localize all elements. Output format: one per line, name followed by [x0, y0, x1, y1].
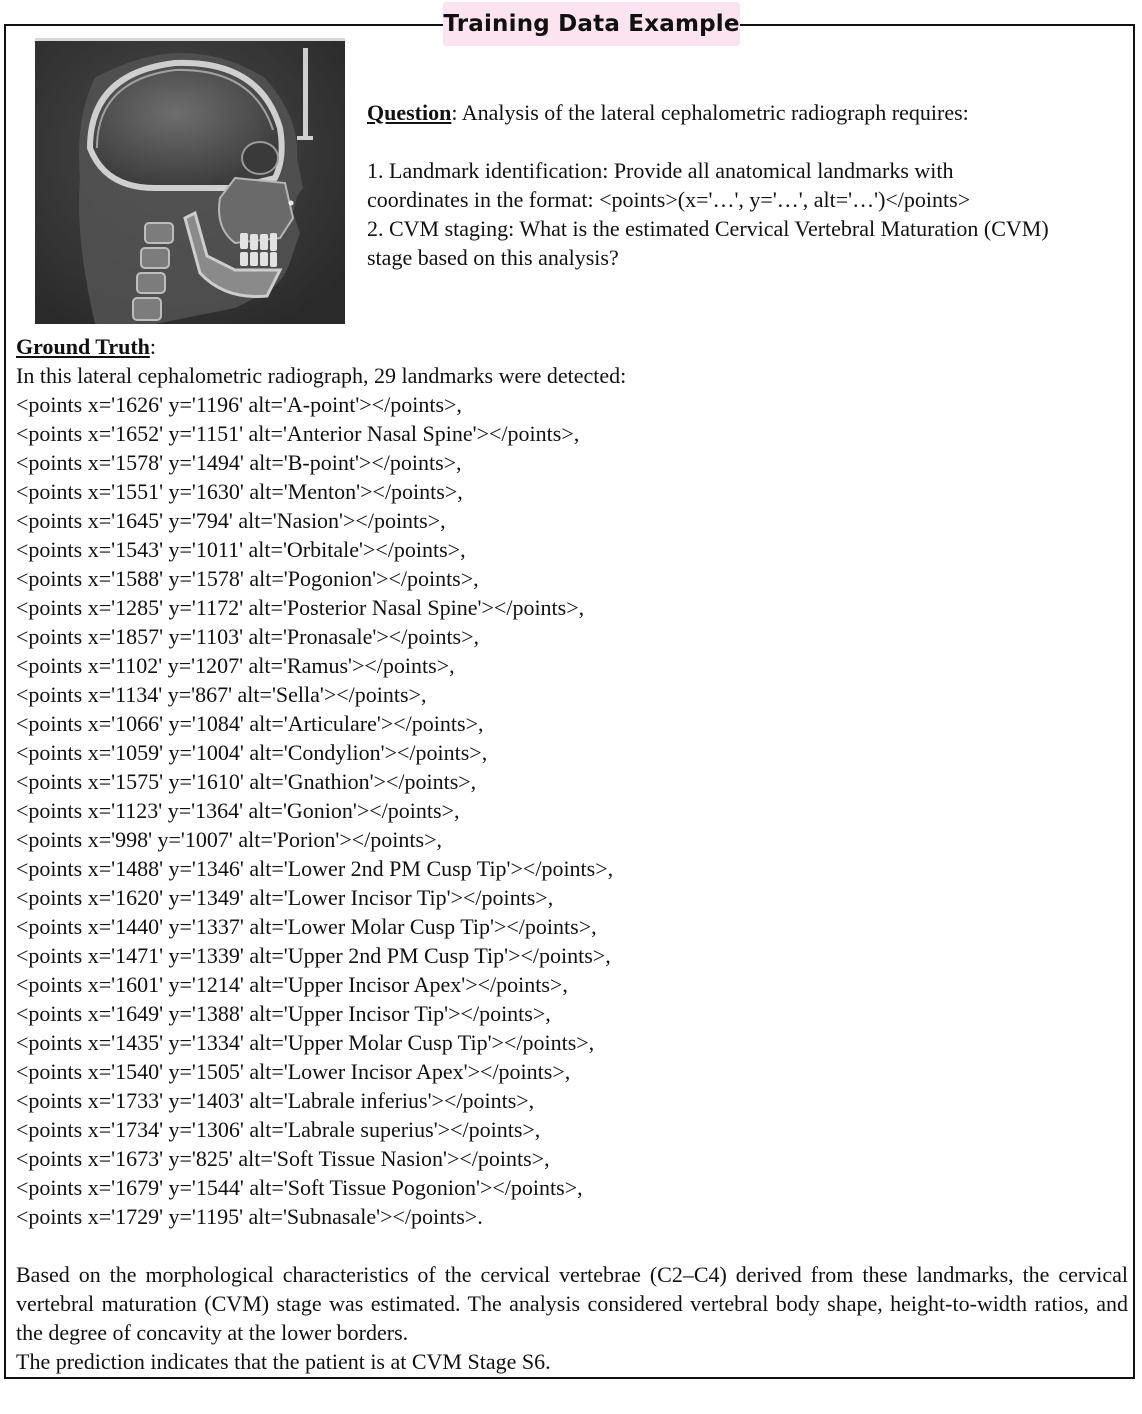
landmark-line: <points x='1620' y='1349' alt='Lower Incisor Tip'></points>, — [16, 885, 554, 910]
landmark-line: <points x='1488' y='1346' alt='Lower 2nd PM Cusp Tip'></points>, — [16, 856, 614, 881]
landmark-line: <points x='1551' y='1630' alt='Menton'></points>, — [16, 479, 463, 504]
landmark-line: <points x='1645' y='794' alt='Nasion'></points>, — [16, 508, 446, 533]
ground-truth-summary: Based on the morphological characteristics of the cervical vertebrae (C2–C4) derived from these landmarks, the cervical vertebral maturation (CVM) stage was estimated. The analysis considered vertebral body shape, height-to-width ratios, and the degree of concavity at the lower borders. — [16, 1262, 1128, 1345]
question-item-1-line-2: coordinates in the format: <points>(x='…', y='…', alt='…')</points> — [367, 187, 971, 212]
landmark-line: <points x='1734' y='1306' alt='Labrale superius'></points>, — [16, 1117, 541, 1142]
ground-truth-prediction: The prediction indicates that the patient is at CVM Stage S6. — [16, 1349, 551, 1374]
landmark-line: <points x='1575' y='1610' alt='Gnathion'></points>, — [16, 769, 477, 794]
landmark-line: <points x='1578' y='1494' alt='B-point'></points>, — [16, 450, 462, 475]
question-block — [367, 98, 1127, 272]
landmark-line: <points x='1626' y='1196' alt='A-point'></points>, — [16, 392, 462, 417]
landmark-line: <points x='1285' y='1172' alt='Posterior Nasal Spine'></points>, — [16, 595, 585, 620]
landmark-line: <points x='998' y='1007' alt='Porion'></points>, — [16, 827, 442, 852]
landmark-line: <points x='1652' y='1151' alt='Anterior Nasal Spine'></points>, — [16, 421, 580, 446]
landmark-line: <points x='1134' y='867' alt='Sella'></points>, — [16, 682, 427, 707]
landmark-list — [16, 390, 1128, 1231]
landmark-line: <points x='1673' y='825' alt='Soft Tissue Nasion'></points>, — [16, 1146, 550, 1171]
page-title: Training Data Example — [443, 2, 740, 46]
ground-truth-colon: : — [149, 334, 157, 359]
landmark-line: <points x='1857' y='1103' alt='Pronasale'></points>, — [16, 624, 480, 649]
landmark-line: <points x='1588' y='1578' alt='Pogonion'></points>, — [16, 566, 479, 591]
landmark-line: <points x='1543' y='1011' alt='Orbitale'></points>, — [16, 537, 466, 562]
question-intro: : Analysis of the lateral cephalometric radiograph requires: — [451, 100, 969, 125]
ground-truth-intro: In this lateral cephalometric radiograph, 29 landmarks were detected: — [16, 363, 627, 388]
question-item-2-line-2: stage based on this analysis? — [367, 245, 619, 270]
landmark-line: <points x='1729' y='1195' alt='Subnasale'></points>. — [16, 1204, 483, 1229]
landmark-line: <points x='1435' y='1334' alt='Upper Molar Cusp Tip'></points>, — [16, 1030, 595, 1055]
ground-truth-label: Ground Truth — [16, 334, 150, 359]
landmark-line: <points x='1059' y='1004' alt='Condylion'></points>, — [16, 740, 488, 765]
cephalometric-radiograph — [35, 38, 345, 324]
question-label: Question — [367, 100, 452, 125]
landmark-line: <points x='1601' y='1214' alt='Upper Incisor Apex'></points>, — [16, 972, 568, 997]
ground-truth-block — [16, 332, 1128, 1376]
landmark-line: <points x='1440' y='1337' alt='Lower Molar Cusp Tip'></points>, — [16, 914, 597, 939]
landmark-line: <points x='1471' y='1339' alt='Upper 2nd PM Cusp Tip'></points>, — [16, 943, 611, 968]
question-item-1-line-1: 1. Landmark identification: Provide all anatomical landmarks with — [367, 158, 954, 183]
landmark-line: <points x='1733' y='1403' alt='Labrale inferius'></points>, — [16, 1088, 535, 1113]
landmark-line: <points x='1679' y='1544' alt='Soft Tissue Pogonion'></points>, — [16, 1175, 583, 1200]
landmark-line: <points x='1066' y='1084' alt='Articulare'></points>, — [16, 711, 484, 736]
landmark-line: <points x='1123' y='1364' alt='Gonion'></points>, — [16, 798, 460, 823]
landmark-line: <points x='1102' y='1207' alt='Ramus'></points>, — [16, 653, 455, 678]
question-item-2-line-1: 2. CVM staging: What is the estimated Cervical Vertebral Maturation (CVM) — [367, 216, 1049, 241]
landmark-line: <points x='1649' y='1388' alt='Upper Incisor Tip'></points>, — [16, 1001, 551, 1026]
landmark-line: <points x='1540' y='1505' alt='Lower Incisor Apex'></points>, — [16, 1059, 571, 1084]
